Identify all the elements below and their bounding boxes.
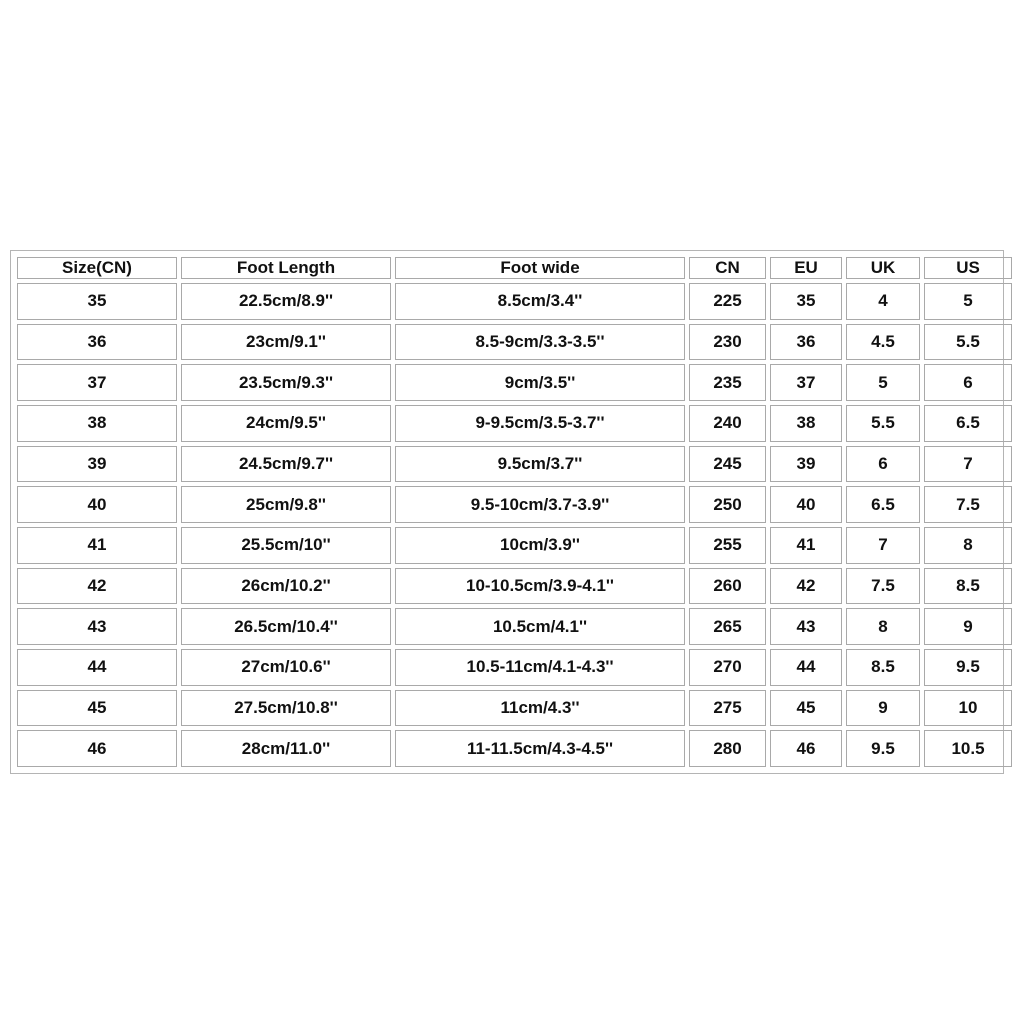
cell-eu: 38 [770,405,842,442]
cell-foot-wide: 9.5-10cm/3.7-3.9'' [395,486,685,523]
cell-foot-wide: 10.5cm/4.1'' [395,608,685,645]
cell-uk: 5 [846,364,920,401]
cell-foot-wide: 8.5cm/3.4'' [395,283,685,320]
cell-foot-wide: 10-10.5cm/3.9-4.1'' [395,568,685,605]
cell-uk: 8.5 [846,649,920,686]
cell-cn: 280 [689,730,766,767]
cell-size-cn: 45 [17,690,177,727]
cell-size-cn: 41 [17,527,177,564]
cell-eu: 45 [770,690,842,727]
cell-foot-wide: 11cm/4.3'' [395,690,685,727]
cell-foot-length: 27.5cm/10.8'' [181,690,391,727]
cell-cn: 270 [689,649,766,686]
cell-cn: 235 [689,364,766,401]
cell-size-cn: 36 [17,324,177,361]
cell-us: 8 [924,527,1012,564]
header-foot-length: Foot Length [181,257,391,279]
cell-uk: 8 [846,608,920,645]
table-row [17,486,1012,523]
cell-eu: 41 [770,527,842,564]
cell-eu: 40 [770,486,842,523]
cell-eu: 46 [770,730,842,767]
table-row [17,283,1012,320]
cell-foot-wide: 9.5cm/3.7'' [395,446,685,483]
cell-us: 6 [924,364,1012,401]
size-table [13,253,1016,771]
cell-cn: 230 [689,324,766,361]
table-row [17,405,1012,442]
cell-us: 5.5 [924,324,1012,361]
cell-uk: 5.5 [846,405,920,442]
cell-size-cn: 46 [17,730,177,767]
cell-uk: 6 [846,446,920,483]
header-cn: CN [689,257,766,279]
cell-size-cn: 44 [17,649,177,686]
cell-cn: 250 [689,486,766,523]
cell-foot-wide: 9cm/3.5'' [395,364,685,401]
cell-foot-length: 23cm/9.1'' [181,324,391,361]
cell-cn: 240 [689,405,766,442]
cell-uk: 6.5 [846,486,920,523]
cell-size-cn: 38 [17,405,177,442]
table-row [17,364,1012,401]
cell-uk: 9 [846,690,920,727]
cell-foot-length: 28cm/11.0'' [181,730,391,767]
cell-us: 7 [924,446,1012,483]
cell-uk: 7.5 [846,568,920,605]
cell-size-cn: 37 [17,364,177,401]
cell-us: 10.5 [924,730,1012,767]
cell-foot-wide: 8.5-9cm/3.3-3.5'' [395,324,685,361]
cell-cn: 275 [689,690,766,727]
header-uk: UK [846,257,920,279]
table-row [17,446,1012,483]
table-row [17,730,1012,767]
cell-foot-length: 26cm/10.2'' [181,568,391,605]
cell-us: 9 [924,608,1012,645]
cell-foot-length: 24.5cm/9.7'' [181,446,391,483]
cell-size-cn: 40 [17,486,177,523]
cell-foot-wide: 11-11.5cm/4.3-4.5'' [395,730,685,767]
header-size-cn: Size(CN) [17,257,177,279]
cell-size-cn: 42 [17,568,177,605]
cell-eu: 43 [770,608,842,645]
table-row [17,690,1012,727]
header-row [17,257,1012,279]
cell-cn: 225 [689,283,766,320]
cell-cn: 265 [689,608,766,645]
cell-uk: 9.5 [846,730,920,767]
cell-eu: 37 [770,364,842,401]
cell-uk: 4 [846,283,920,320]
header-foot-wide: Foot wide [395,257,685,279]
cell-size-cn: 43 [17,608,177,645]
cell-foot-wide: 10cm/3.9'' [395,527,685,564]
size-chart [10,250,1004,774]
cell-us: 9.5 [924,649,1012,686]
cell-uk: 4.5 [846,324,920,361]
cell-size-cn: 39 [17,446,177,483]
table-row [17,324,1012,361]
cell-us: 7.5 [924,486,1012,523]
cell-cn: 260 [689,568,766,605]
cell-us: 5 [924,283,1012,320]
cell-eu: 36 [770,324,842,361]
table-row [17,527,1012,564]
cell-us: 8.5 [924,568,1012,605]
header-us: US [924,257,1012,279]
cell-eu: 35 [770,283,842,320]
table-row [17,568,1012,605]
cell-eu: 42 [770,568,842,605]
table-row [17,608,1012,645]
cell-eu: 44 [770,649,842,686]
cell-us: 10 [924,690,1012,727]
cell-cn: 245 [689,446,766,483]
cell-foot-length: 27cm/10.6'' [181,649,391,686]
cell-foot-wide: 10.5-11cm/4.1-4.3'' [395,649,685,686]
cell-foot-length: 24cm/9.5'' [181,405,391,442]
table-row [17,649,1012,686]
cell-foot-wide: 9-9.5cm/3.5-3.7'' [395,405,685,442]
cell-foot-length: 25.5cm/10'' [181,527,391,564]
cell-uk: 7 [846,527,920,564]
cell-size-cn: 35 [17,283,177,320]
cell-foot-length: 22.5cm/8.9'' [181,283,391,320]
header-eu: EU [770,257,842,279]
cell-foot-length: 23.5cm/9.3'' [181,364,391,401]
cell-cn: 255 [689,527,766,564]
cell-us: 6.5 [924,405,1012,442]
cell-foot-length: 25cm/9.8'' [181,486,391,523]
cell-foot-length: 26.5cm/10.4'' [181,608,391,645]
cell-eu: 39 [770,446,842,483]
